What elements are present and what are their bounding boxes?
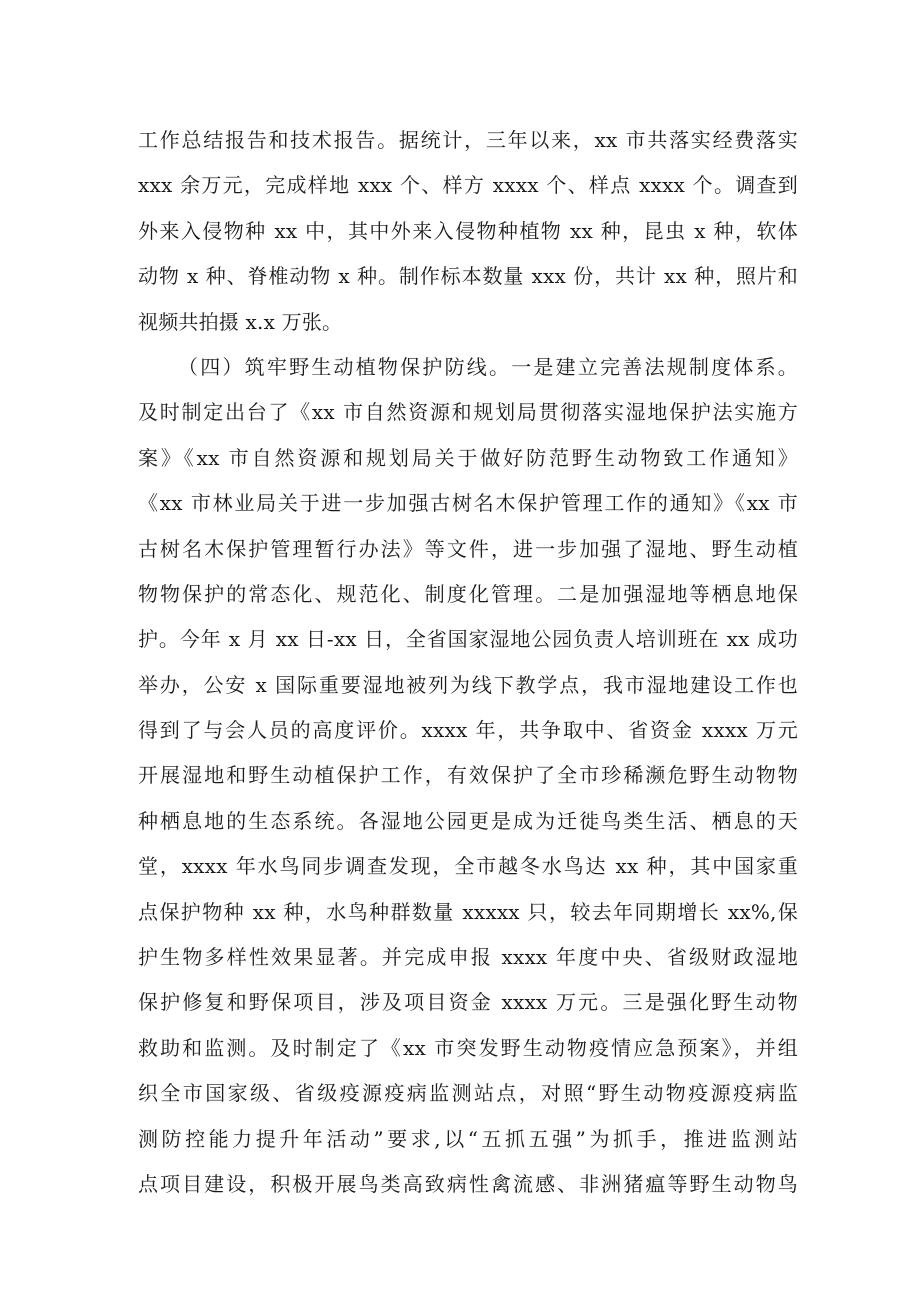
text-line: 救助和监测。及时制定了《xx 市突发野生动物疫情应急预案》，并组 bbox=[138, 1035, 798, 1060]
text-line: 点项目建设，积极开展鸟类高致病性禽流感、非洲猪瘟等野生动物鸟 bbox=[138, 1171, 798, 1196]
text-line: 视频共拍摄 x.x 万张。 bbox=[138, 309, 343, 334]
text-line: 护。今年 x 月 xx 日-xx 日，全省国家湿地公园负责人培训班在 xx 成功 bbox=[138, 627, 798, 652]
document-body bbox=[138, 118, 798, 1207]
text-line: 古树名木保护管理暂行办法》等文件，进一步加强了湿地、野生动植 bbox=[138, 536, 798, 561]
text-line: 及时制定出台了《xx 市自然资源和规划局贯彻落实湿地保护法实施方 bbox=[138, 400, 798, 425]
text-line: 外来入侵物种 xx 中，其中外来入侵物种植物 xx 种，昆虫 x 种，软体 bbox=[138, 218, 798, 243]
text-line: 堂，xxxx 年水鸟同步调查发现，全市越冬水鸟达 xx 种，其中国家重 bbox=[138, 854, 798, 879]
section-heading-line: （四）筑牢野生动植物保护防线。一是建立完善法规制度体系。 bbox=[178, 354, 798, 379]
text-line: 织全市国家级、省级疫源疫病监测站点，对照“野生动物疫源疫病监 bbox=[138, 1081, 798, 1106]
text-line: xxx 余万元，完成样地 xxx 个、样方 xxxx 个、样点 xxxx 个。调查到 bbox=[138, 173, 798, 198]
text-line: 举办，公安 x 国际重要湿地被列为线下教学点，我市湿地建设工作也 bbox=[138, 672, 798, 697]
text-line: 得到了与会人员的高度评价。xxxx 年，共争取中、省资金 xxxx 万元 bbox=[138, 718, 798, 743]
text-line: 护生物多样性效果显著。并完成申报 xxxx 年度中央、省级财政湿地 bbox=[138, 945, 798, 970]
text-line: 保护修复和野保项目，涉及项目资金 xxxx 万元。三是强化野生动物 bbox=[138, 990, 798, 1015]
text-line: 点保护物种 xx 种，水鸟种群数量 xxxxx 只，较去年同期增长 xx%,保 bbox=[138, 899, 798, 924]
text-line: 动物 x 种、脊椎动物 x 种。制作标本数量 xxx 份，共计 xx 种，照片和 bbox=[138, 264, 798, 289]
text-line: 《xx 市林业局关于进一步加强古树名木保护管理工作的通知》《xx 市 bbox=[138, 491, 798, 516]
text-line: 测防控能力提升年活动”要求,以“五抓五强”为抓手，推进监测站 bbox=[138, 1126, 798, 1151]
text-line: 种栖息地的生态系统。各湿地公园更是成为迁徙鸟类生活、栖息的天 bbox=[138, 808, 798, 833]
text-line: 物物保护的常态化、规范化、制度化管理。二是加强湿地等栖息地保 bbox=[138, 581, 798, 606]
text-line: 开展湿地和野生动植保护工作，有效保护了全市珍稀濒危野生动物物 bbox=[138, 763, 798, 788]
text-line: 案》《xx 市自然资源和规划局关于做好防范野生动物致工作通知》 bbox=[138, 445, 798, 470]
text-line: 工作总结报告和技术报告。据统计，三年以来，xx 市共落实经费落实 bbox=[138, 128, 798, 152]
